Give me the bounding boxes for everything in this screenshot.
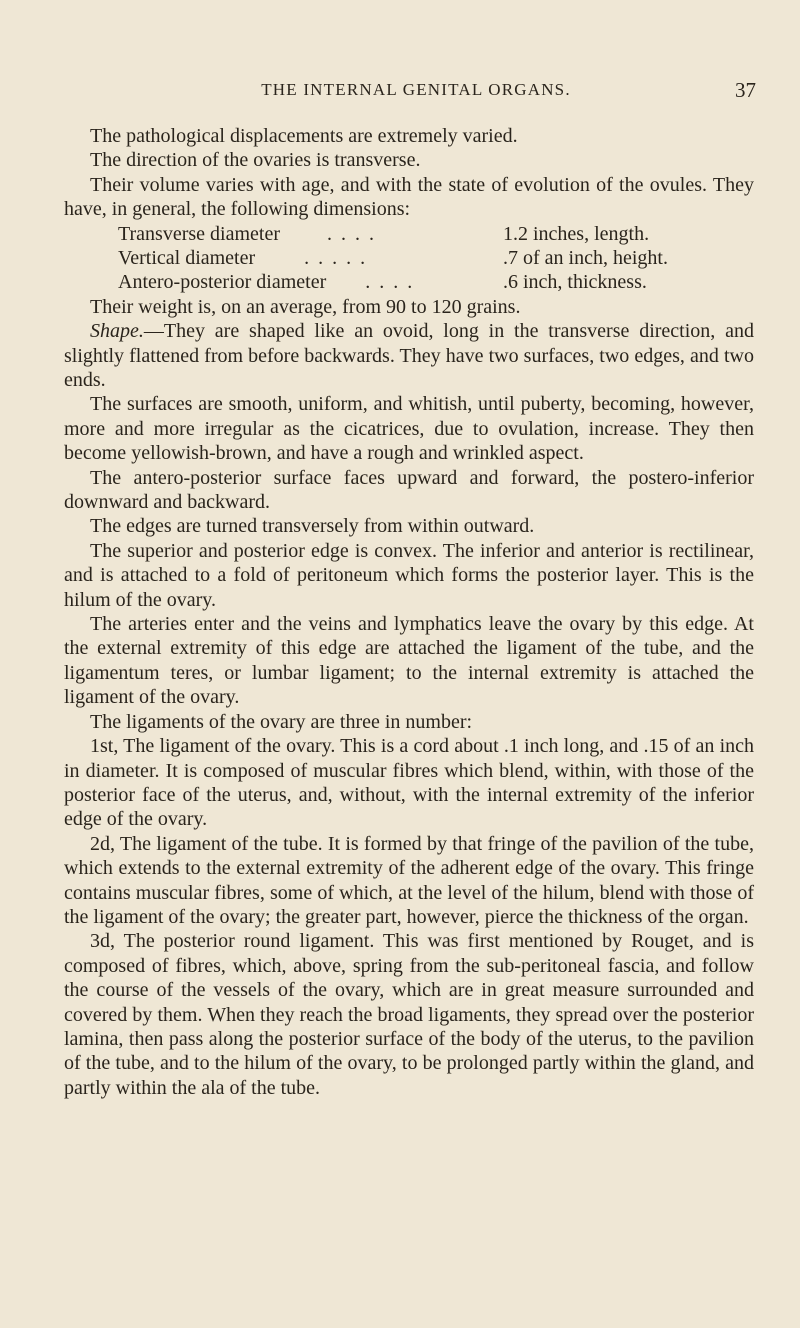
- dimension-row: [118, 246, 754, 270]
- dimension-value: .6 inch, thickness.: [503, 271, 647, 294]
- paragraph: The superior and posterior edge is convex. The inferior and anterior is rectilinear, and is attached to a fold of peritoneum which forms the posterior layer. This is the hilum of the ovary.: [64, 539, 754, 611]
- paragraph: Their volume varies with age, and with the state of evolution of the ovules. They have, in general, the following dimensions:: [64, 173, 754, 221]
- paragraph: The antero-posterior surface faces upward and forward, the postero-inferior downward and backward.: [64, 466, 754, 514]
- dimension-row: [118, 222, 754, 246]
- paragraph: The direction of the ovaries is transverse.: [90, 149, 421, 172]
- paragraph: Their weight is, on an average, from 90 to 120 grains.: [90, 295, 521, 318]
- dimension-row: [118, 270, 754, 294]
- section-lead: Shape.: [90, 320, 144, 343]
- paragraph: 2d, The ligament of the tube. It is formed by that fringe of the pavilion of the tube, which extends to the external extremity of the adherent edge of the ovary. This fringe contains muscular fibres, some of which, at the level of the hilum, blend with those of the ligament of the ovary; the greater part, however, pierce the thickness of the organ.: [64, 832, 754, 928]
- dimension-label: Antero-posterior diameter . . . .: [118, 271, 415, 294]
- paragraph: The edges are turned transversely from within outward.: [90, 515, 535, 538]
- page-header: [60, 80, 756, 104]
- dimension-label: Transverse diameter . . . .: [118, 222, 376, 245]
- dimensions-table: [64, 222, 754, 295]
- paragraph: The arteries enter and the veins and lymphatics leave the ovary by this edge. At the external extremity of this edge are attached the ligament of the tube, and the ligamentum teres, or lumbar ligament; to the internal extremity is attached the ligament of the ovary.: [64, 613, 754, 709]
- running-head: THE INTERNAL GENITAL ORGANS.: [261, 80, 571, 99]
- paragraph: Shape.—They are shaped like an ovoid, long in the transverse direction, and slightly flattened from before backwards. They have two surfaces, two edges, and two ends.: [64, 320, 754, 392]
- paragraph: The surfaces are smooth, uniform, and whitish, until puberty, becoming, however, more and more irregular as the cicatrices, due to ovulation, increase. They then become yellowish-brown, and have a rough and wrinkled aspect.: [64, 393, 754, 465]
- dimension-value: 1.2 inches, length.: [503, 222, 650, 245]
- paragraph: 3d, The posterior round ligament. This was first mentioned by Rouget, and is composed of fibres, which, above, spring from the sub-peritoneal fascia, and follow the course of the vessels of the ovary, which are in great measure surrounded and covered by them. When they reach the broad ligaments, they spread over the posterior lamina, then pass along the posterior surface of the body of the uterus, to the pavilion of the tube, and to the hilum of the ovary, to be prolonged partly within the gland, and partly within the ala of the tube.: [64, 930, 754, 1099]
- page-number: 37: [735, 78, 756, 102]
- paragraph: 1st, The ligament of the ovary. This is a cord about .1 inch long, and .15 of an inch in diameter. It is composed of muscular fibres which blend, within, with those of the posterior face of the uterus, and, without, with the internal extremity of the inferior edge of the ovary.: [64, 735, 754, 831]
- paragraph: The pathological displacements are extremely varied.: [90, 125, 518, 147]
- dimension-value: .7 of an inch, height.: [503, 247, 668, 270]
- leader-dots: . . . . .: [304, 247, 368, 270]
- leader-dots: . . . .: [327, 222, 376, 245]
- body-text: [64, 124, 754, 1100]
- dimension-label: Vertical diameter . . . . .: [118, 247, 368, 270]
- leader-dots: . . . .: [365, 271, 415, 294]
- paragraph: The ligaments of the ovary are three in number:: [90, 710, 473, 733]
